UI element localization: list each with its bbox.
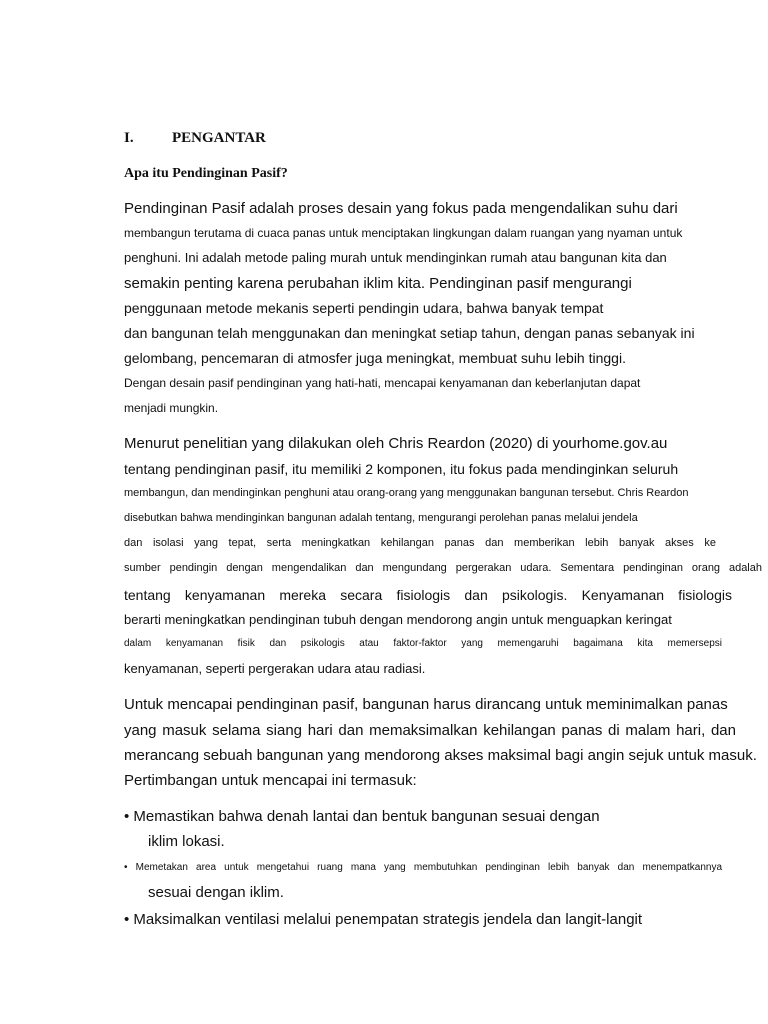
paragraph2-line: Menurut penelitian yang dilakukan oleh Chris Reardon (2020) di yourhome.gov.au <box>124 435 668 452</box>
paragraph1-line: membangun terutama di cuaca panas untuk menciptakan lingkungan dalam ruangan yang nyaman untuk <box>124 226 683 240</box>
bullet-item: • Memetakan area untuk mengetahui ruang mana yang membutuhkan pendinginan lebih banyak dan menempatkannya <box>124 862 722 873</box>
paragraph2-line: membangun, dan mendinginkan penghuni atau orang-orang yang menggunakan bangunan tersebut. Chris Reardon <box>124 487 689 499</box>
section-title: PENGANTAR <box>172 130 266 146</box>
paragraph1-line: penghuni. Ini adalah metode paling murah untuk mendinginkan rumah atau bangunan kita dan <box>124 250 667 265</box>
paragraph1-line: Dengan desain pasif pendinginan yang hati-hati, mencapai kenyamanan dan keberlanjutan dapat <box>124 376 641 390</box>
paragraph2-line: berarti meningkatkan pendinginan tubuh dengan mendorong angin untuk menguapkan keringat <box>124 612 672 627</box>
section-number: I. <box>124 130 134 146</box>
paragraph2-line: sumber pendingin dengan mengendalikan dan mengundang pergerakan udara. Sementara pendinginan orang adalah <box>124 562 762 574</box>
bullet-item: • Maksimalkan ventilasi melalui penempatan strategis jendela dan langit-langit <box>124 911 643 928</box>
bullet-item: • Memastikan bahwa denah lantai dan bentuk bangunan sesuai dengan <box>124 808 600 825</box>
paragraph2-line: kenyamanan, seperti pergerakan udara atau radiasi. <box>124 661 426 676</box>
paragraph1-line: semakin penting karena perubahan iklim kita. Pendinginan pasif mengurangi <box>124 275 632 292</box>
paragraph2-line: dan isolasi yang tepat, serta meningkatkan kehilangan panas dan memberikan lebih banyak akses ke <box>124 537 716 549</box>
paragraph2-line: tentang kenyamanan mereka secara fisiologis dan psikologis. Kenyamanan fisiologis <box>124 587 732 603</box>
paragraph3-line: Untuk mencapai pendinginan pasif, bangunan harus dirancang untuk meminimalkan panas <box>124 696 728 713</box>
paragraph1-line: dan bangunan telah menggunakan dan meningkat setiap tahun, dengan panas sebanyak ini <box>124 325 695 341</box>
paragraph2-line: tentang pendinginan pasif, itu memiliki 2 komponen, itu fokus pada mendinginkan seluruh <box>124 461 679 477</box>
paragraph1-line: gelombang, pencemaran di atmosfer juga meningkat, membuat suhu lebih tinggi. <box>124 350 626 366</box>
subheading: Apa itu Pendinginan Pasif? <box>124 166 288 181</box>
paragraph3-line: Pertimbangan untuk mencapai ini termasuk: <box>124 772 417 789</box>
paragraph1-line: penggunaan metode mekanis seperti pendingin udara, bahwa banyak tempat <box>124 300 604 316</box>
paragraph3-line: merancang sebuah bangunan yang mendorong akses maksimal bagi angin sejuk untuk masuk. <box>124 747 757 764</box>
paragraph1-line: menjadi mungkin. <box>124 401 219 415</box>
paragraph2-line: dalam kenyamanan fisik dan psikologis atau faktor-faktor yang memengaruhi bagaimana kita memersepsi <box>124 638 722 649</box>
paragraph2-line: disebutkan bahwa mendinginkan bangunan adalah tentang, mengurangi perolehan panas melalui jendela <box>124 512 638 524</box>
paragraph3-line: yang masuk selama siang hari dan memaksimalkan kehilangan panas di malam hari, dan <box>124 722 736 739</box>
paragraph1-line: Pendinginan Pasif adalah proses desain yang fokus pada mengendalikan suhu dari <box>124 200 678 217</box>
bullet-item-continuation: iklim lokasi. <box>148 833 225 850</box>
bullet-item-continuation: sesuai dengan iklim. <box>148 884 284 901</box>
